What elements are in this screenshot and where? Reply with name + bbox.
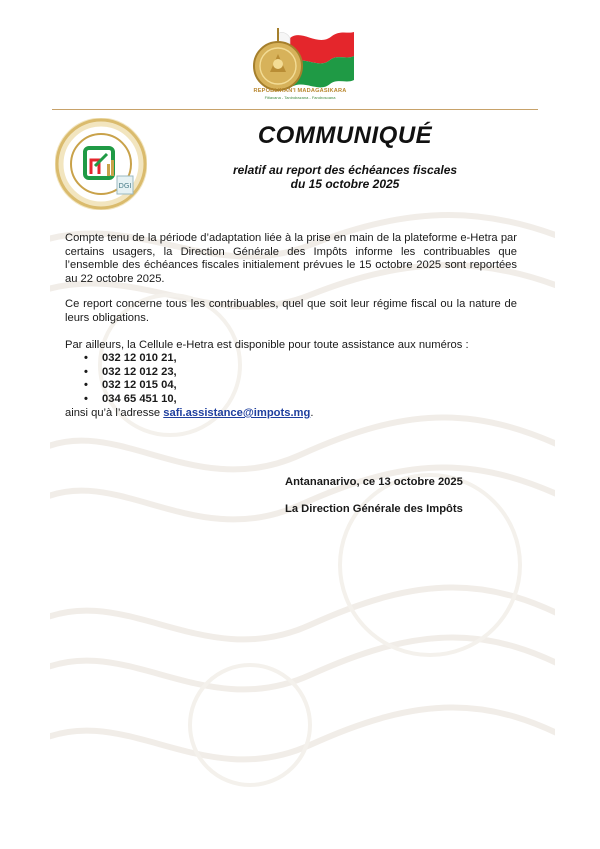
svg-text:DGI: DGI: [118, 182, 132, 190]
phone-number: 032 12 012 23,: [102, 365, 177, 378]
page-title: COMMUNIQUÉ: [257, 122, 433, 149]
phone-number: 034 65 451 10,: [102, 392, 177, 405]
phone-number: 032 12 015 04,: [102, 379, 177, 392]
header-divider: [52, 109, 538, 110]
paragraph-adaptation: Compte tenu de la période d’adaptation liée à la prise en main de la plateforme e-Hetra par certains usagers, la Direction Générale des Impôts informe les contribuables que l’ensemble des échéances fiscales initialement prévues le 15 octobre 2025 sont reportées au 22 octobre 2025.: [65, 232, 517, 285]
email-contact-line: [65, 407, 517, 421]
list-item: • 034 65 451 10,: [84, 392, 177, 405]
email-suffix-text: .: [310, 407, 314, 419]
paragraph-scope: Ce report concerne tous les contribuables, quel que soit leur régime fiscal ou la nature de leurs obligations.: [65, 298, 517, 324]
emblem-motto: Fitiavana - Tanindrazana - Fandrosoana: [264, 95, 336, 100]
ministry-seal-logo: [55, 118, 147, 210]
list-item: • 032 12 015 04,: [84, 379, 177, 392]
subtitle-line-2: du 15 octobre 2025: [290, 177, 400, 191]
email-link[interactable]: safi.assistance@impots.mg: [163, 407, 311, 419]
national-emblem-logo: [240, 20, 360, 98]
paragraph-assistance: Par ailleurs, la Cellule e-Hetra est disponible pour toute assistance aux numéros :: [65, 339, 469, 351]
page-subtitle: [150, 163, 540, 191]
signature-place-date: Antananarivo, ce 13 octobre 2025: [285, 476, 463, 488]
subtitle-line-1: relatif au report des échéances fiscales: [232, 163, 458, 177]
phone-number-list: [82, 352, 177, 406]
list-item: • 032 12 012 23,: [84, 365, 177, 378]
emblem-caption: REPOBLIKAN'I MADAGASIKARA: [253, 88, 347, 94]
list-item: • 032 12 010 21,: [84, 352, 177, 364]
phone-number: 032 12 010 21,: [102, 352, 177, 364]
email-prefix-text: ainsi qu’à l’adresse: [65, 407, 164, 419]
signature-organization: La Direction Générale des Impôts: [285, 503, 463, 515]
